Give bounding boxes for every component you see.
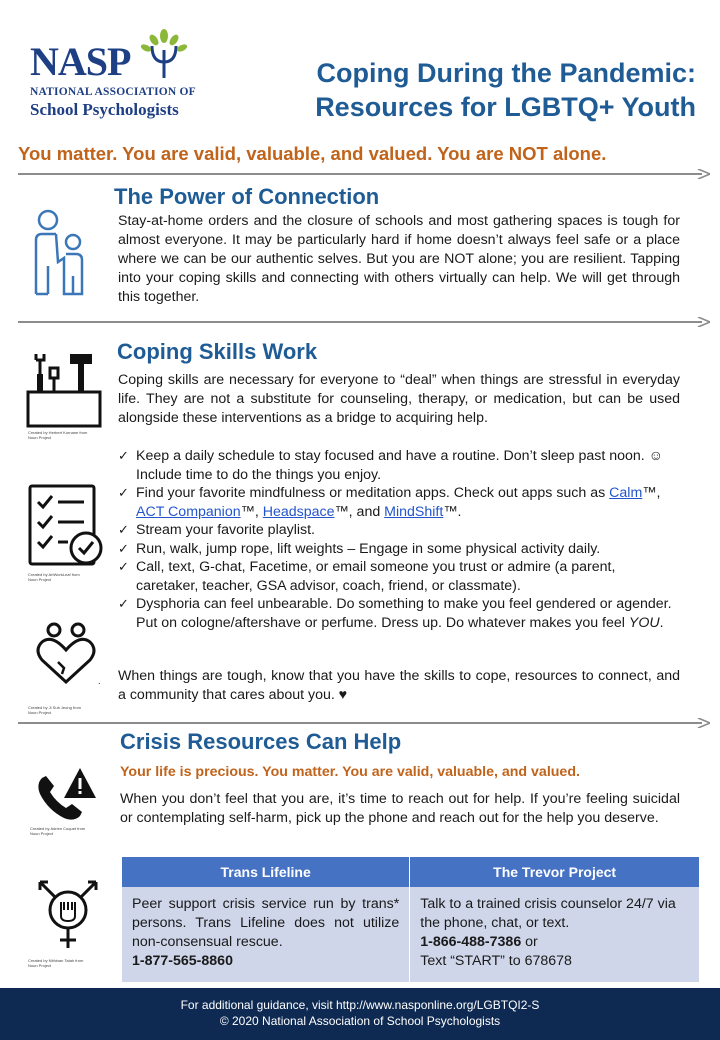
section-heading-connection: The Power of Connection: [114, 184, 380, 209]
trevor-project-cell: Talk to a trained crisis counselor 24/7 via the phone, chat, or text. 1-866-488-7386 or Text “START” to 678678: [410, 887, 700, 982]
title-line-2: Resources for LGBTQ+ Youth: [315, 92, 696, 122]
trans-fist-icon: [30, 872, 106, 952]
title-line-1: Coping During the Pandemic:: [316, 58, 696, 88]
list-item: ✓ Dysphoria can feel unbearable. Do something to make you feel gendered or agender. Put on cologne/aftershave or perfume. Dress up. Do whatever makes you feel YOU.: [118, 596, 672, 631]
icon-credit: Created by Ji Sub Jeong from Noun Project: [28, 705, 81, 715]
icon-credit: Created by Adrien Coquet from Noun Project: [30, 826, 86, 836]
list-item: ✓ Call, text, G-chat, Facetime, or email someone you trust or admire (a parent, caretaker, teacher, GSA advisor, coach, friend, or classmate).: [118, 559, 616, 594]
list-item: ✓ Run, walk, jump rope, lift weights – Engage in some physical activity daily.: [118, 540, 601, 557]
trevor-project-description: Talk to a trained crisis counselor 24/7 via the phone, chat, or text.: [420, 896, 676, 931]
connection-body: Stay-at-home orders and the closure of schools and most gathering spaces is tough for almost everyone. It may be particularly hard if home doesn’t always feel safe or a place where we can be our authentic selves. But you are NOT alone; you are resilient. Tapping into your coping skills and connecting with others virtually can help. We will get through this together.: [118, 213, 680, 305]
link-mindshift[interactable]: MindShift: [384, 503, 444, 520]
section-heading-coping: Coping Skills Work: [117, 339, 318, 364]
crisis-resources-table: [122, 857, 700, 982]
icon-credit: Created by Nithinan Tatah from Noun Project: [28, 958, 84, 968]
trans-lifeline-cell: [122, 887, 410, 982]
sprout-icon: [134, 28, 194, 80]
footer: [0, 988, 720, 1040]
list-item: ✓ Keep a daily schedule to stay focused and have a routine. Don’t sleep past noon. ☺ Include time to do the things you enjoy.: [118, 448, 664, 483]
crisis-emphasis: Your life is precious. You matter. You are valid, valuable, and valued.: [120, 764, 580, 780]
tagline: You matter. You are valid, valuable, and valued. You are NOT alone.: [18, 143, 607, 164]
parent-child-icon: [28, 206, 90, 298]
phone-alert-icon: [34, 766, 98, 822]
link-headspace[interactable]: Headspace: [262, 503, 335, 520]
coping-intro: Coping skills are necessary for everyone to “deal” when things are stressful in everyday life. They are not a substitute for counseling, therapy, or medication, but can be used alongside these interventions as a bridge to acquiring help.: [118, 372, 680, 426]
nasp-logo: [30, 28, 200, 123]
checklist-icon: [28, 484, 104, 568]
divider-arrow: [18, 317, 710, 327]
list-item: ✓ Stream your favorite playlist.: [118, 522, 315, 538]
logo-subtitle-2: School Psychologists: [30, 100, 179, 119]
logo-acronym: NASP: [30, 39, 131, 84]
coping-checklist: [118, 447, 680, 632]
icon-credit: Created by ArtWorkLeaf from Noun Project: [28, 572, 80, 582]
icon-credit: Created by Herbert Kurnane from Noun Project: [28, 430, 88, 440]
trans-lifeline-phone[interactable]: 1-877-565-8860: [132, 953, 233, 969]
trevor-project-text-option: Text “START” to 678678: [420, 953, 572, 969]
page-title: [246, 56, 696, 124]
table-header-trevor-project: The Trevor Project: [410, 857, 700, 887]
footer-copyright: © 2020 National Association of School Psychologists: [219, 1014, 501, 1028]
link-calm[interactable]: Calm: [609, 485, 643, 501]
divider-arrow: [18, 169, 710, 179]
svg-text:.: .: [98, 677, 101, 684]
toolbox-icon: [26, 350, 102, 428]
trevor-project-phone[interactable]: 1-866-488-7386: [420, 934, 522, 950]
coping-closing: When things are tough, know that you have the skills to cope, resources to connect, and a community that cares about you. ♥: [118, 668, 680, 703]
logo-subtitle-1: NATIONAL ASSOCIATION OF: [30, 86, 196, 98]
divider-arrow: [18, 718, 710, 728]
table-row: [122, 887, 700, 982]
link-act-companion[interactable]: ACT Companion: [136, 503, 241, 520]
footer-guidance[interactable]: For additional guidance, visit http://www.nasponline.org/LGBTQI2-S: [180, 998, 540, 1012]
list-item: ✓ Find your favorite mindfulness or meditation apps. Check out apps such as Calm™, ACT Companion™, Headspace™, and MindShift™.: [118, 485, 661, 520]
section-heading-crisis: Crisis Resources Can Help: [120, 729, 402, 754]
crisis-body: When you don’t feel that you are, it’s time to reach out for help. If you’re feeling suicidal or contemplating self-harm, pick up the phone and reach out for the help you deserve.: [120, 791, 680, 826]
trans-lifeline-description: Peer support crisis service run by trans* persons. Trans Lifeline does not utilize non-consensual rescue.: [132, 896, 400, 950]
table-header-trans-lifeline: Trans Lifeline: [122, 857, 410, 887]
couple-heart-icon: [34, 622, 104, 684]
